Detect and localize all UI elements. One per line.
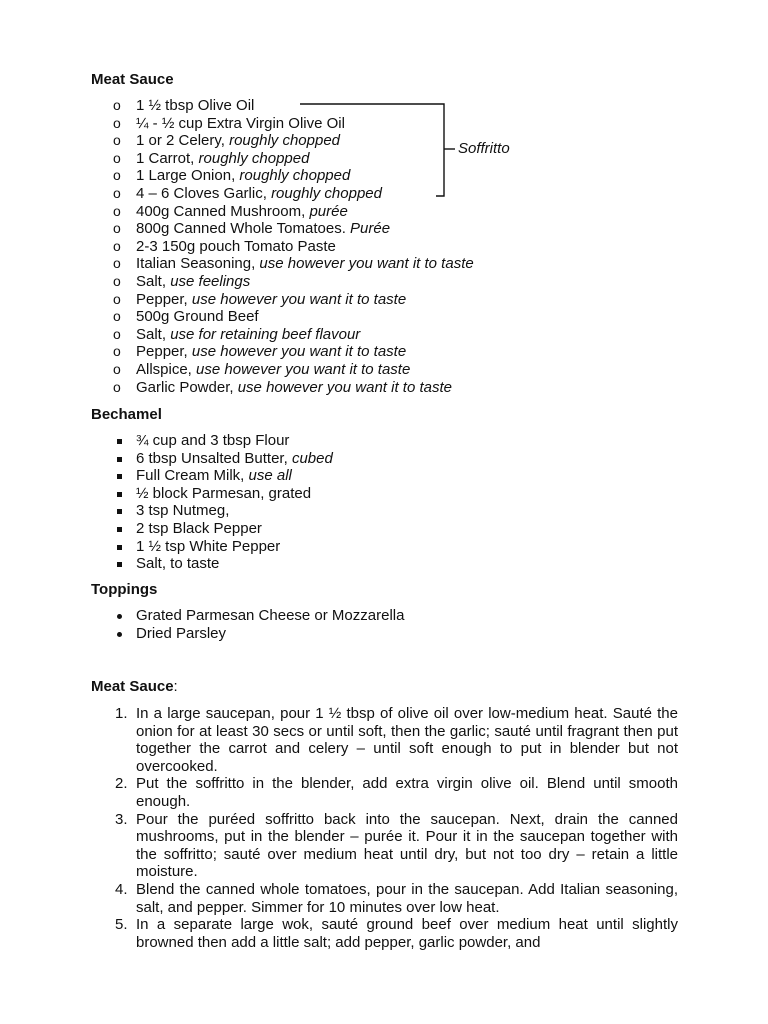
item-text: 4 – 6 Cloves Garlic,: [136, 184, 272, 202]
toppings-heading: Toppings: [91, 581, 158, 598]
item-content: [136, 502, 229, 520]
item-content: [136, 607, 404, 625]
item-content: [136, 291, 406, 309]
method-step: [0, 881, 768, 916]
bullet-icon: o: [113, 149, 121, 166]
bullet-icon: o: [113, 220, 121, 237]
bullet-icon: o: [113, 237, 121, 254]
item-content: [136, 220, 390, 238]
meat-sauce-heading: Meat Sauce: [91, 71, 174, 88]
method-step: [0, 811, 768, 881]
item-note: use all: [248, 467, 292, 485]
item-note: use however you want it to taste: [191, 290, 407, 308]
item-note: roughly chopped: [229, 132, 341, 150]
item-note: use however you want it to taste: [237, 378, 453, 396]
step-number: 2.: [115, 775, 128, 793]
step-number: 1.: [115, 705, 128, 722]
item-text: 1 ½ tsp White Pepper: [136, 537, 281, 555]
item-text: Italian Seasoning,: [136, 255, 260, 273]
step-number: 3.: [115, 810, 128, 828]
item-text: 1 Carrot,: [136, 149, 199, 167]
item-text: 1 ½ tbsp Olive Oil: [136, 97, 255, 114]
bullet-icon: o: [113, 114, 121, 131]
bullet-icon: o: [113, 167, 121, 184]
item-text: 1 Large Onion,: [136, 167, 240, 185]
method-step: [0, 775, 768, 810]
method-heading-suffix: :: [173, 678, 178, 695]
bechamel-heading: Bechamel: [91, 406, 162, 423]
item-text: 3 tsp Nutmeg,: [136, 502, 230, 520]
item-content: [136, 450, 333, 468]
method-heading-text: Meat Sauce: [91, 678, 174, 695]
bullet-icon: o: [113, 308, 121, 325]
item-text: 400g Canned Mushroom,: [136, 202, 310, 220]
item-content: [136, 432, 289, 450]
item-text: 1 or 2 Celery,: [136, 132, 230, 150]
item-content: [136, 485, 311, 503]
step-text: Pour the puréed soffritto back into the saucepan. Next, drain the canned mushrooms, put in the blender – purée it. Pour it in the saucepan together with the soffritto; sauté over medium heat until dry, but not too dry – retain a little moisture.: [136, 810, 678, 881]
item-note: use feelings: [170, 272, 251, 290]
item-content: [136, 343, 406, 361]
item-content: [136, 379, 452, 397]
item-note: use however you want it to taste: [259, 255, 474, 273]
item-text: ¼ - ½ cup Extra Virgin Olive Oil: [136, 114, 345, 132]
step-number: 4.: [115, 880, 128, 898]
step-text: In a large saucepan, pour 1 ½ tbsp of olive oil over low-medium heat. Sauté the onion for at least 30 secs or until soft, then the garlic; sauté until fragrant then put together the carrot and celery – until soft enough to put in blender but not overcooked.: [136, 705, 678, 775]
item-text: Pepper,: [136, 343, 192, 361]
item-text: ½ block Parmesan, grated: [136, 484, 312, 502]
item-note: purée: [309, 202, 348, 220]
item-text: Allspice,: [136, 360, 197, 378]
item-text: Garlic Powder,: [136, 378, 238, 396]
bullet-icon: o: [113, 378, 121, 395]
item-content: [136, 538, 280, 556]
item-content: [136, 255, 474, 273]
item-note: roughly chopped: [271, 184, 382, 202]
item-text: 800g Canned Whole Tomatoes.: [136, 220, 351, 238]
item-text: Salt,: [136, 325, 171, 343]
item-content: [136, 326, 360, 344]
bullet-icon: o: [113, 360, 121, 377]
item-text: 2-3 150g pouch Tomato Paste: [136, 237, 336, 255]
bullet-icon: o: [113, 132, 121, 149]
bullet-icon: o: [113, 325, 121, 342]
item-text: Grated Parmesan Cheese or Mozzarella: [136, 607, 405, 624]
item-note: roughly chopped: [239, 167, 351, 185]
item-content: [136, 555, 219, 573]
item-note: use however you want it to taste: [196, 360, 411, 378]
bullet-icon: o: [113, 184, 121, 201]
item-content: [136, 520, 262, 538]
item-content: [136, 467, 292, 485]
soffritto-bracket: [0, 0, 768, 220]
item-content: [136, 238, 336, 256]
item-text: ¾ cup and 3 tbsp Flour: [136, 432, 290, 449]
method-heading: [91, 678, 178, 696]
item-content: [136, 361, 410, 379]
item-text: 6 tbsp Unsalted Butter,: [136, 449, 292, 467]
bullet-icon: o: [113, 202, 121, 219]
bullet-icon: o: [113, 290, 121, 307]
item-note: Purée: [350, 220, 391, 238]
item-text: Salt,: [136, 272, 171, 290]
method-steps: [0, 705, 768, 951]
item-content: [136, 273, 250, 291]
item-text: Dried Parsley: [136, 624, 227, 642]
method-step: [0, 916, 768, 951]
item-text: Pepper,: [136, 290, 192, 308]
item-note: roughly chopped: [198, 149, 310, 167]
soffritto-label: Soffritto: [458, 140, 510, 157]
bullet-icon: o: [113, 272, 121, 289]
item-note: cubed: [291, 449, 333, 467]
step-text: Blend the canned whole tomatoes, pour in the saucepan. Add Italian seasoning, salt, and pepper. Simmer for 10 minutes over low heat.: [136, 880, 678, 916]
bullet-icon: o: [113, 343, 121, 360]
step-text: Put the soffritto in the blender, add extra virgin olive oil. Blend until smooth enough.: [136, 775, 678, 810]
item-content: [136, 625, 226, 643]
item-text: Salt, to taste: [136, 555, 220, 573]
item-content: [136, 308, 259, 326]
item-text: 500g Ground Beef: [136, 308, 259, 326]
item-note: use however you want it to taste: [191, 343, 407, 361]
item-text: Full Cream Milk,: [136, 467, 249, 485]
bullet-icon: o: [113, 97, 121, 113]
step-text: In a separate large wok, sauté ground beef over medium heat until slightly browned then add a little salt; add pepper, garlic powder, and: [136, 916, 678, 951]
method-step: [0, 705, 768, 775]
item-text: 2 tsp Black Pepper: [136, 519, 262, 537]
step-number: 5.: [115, 916, 128, 934]
item-note: use for retaining beef flavour: [170, 325, 361, 343]
bullet-icon: o: [113, 255, 121, 272]
